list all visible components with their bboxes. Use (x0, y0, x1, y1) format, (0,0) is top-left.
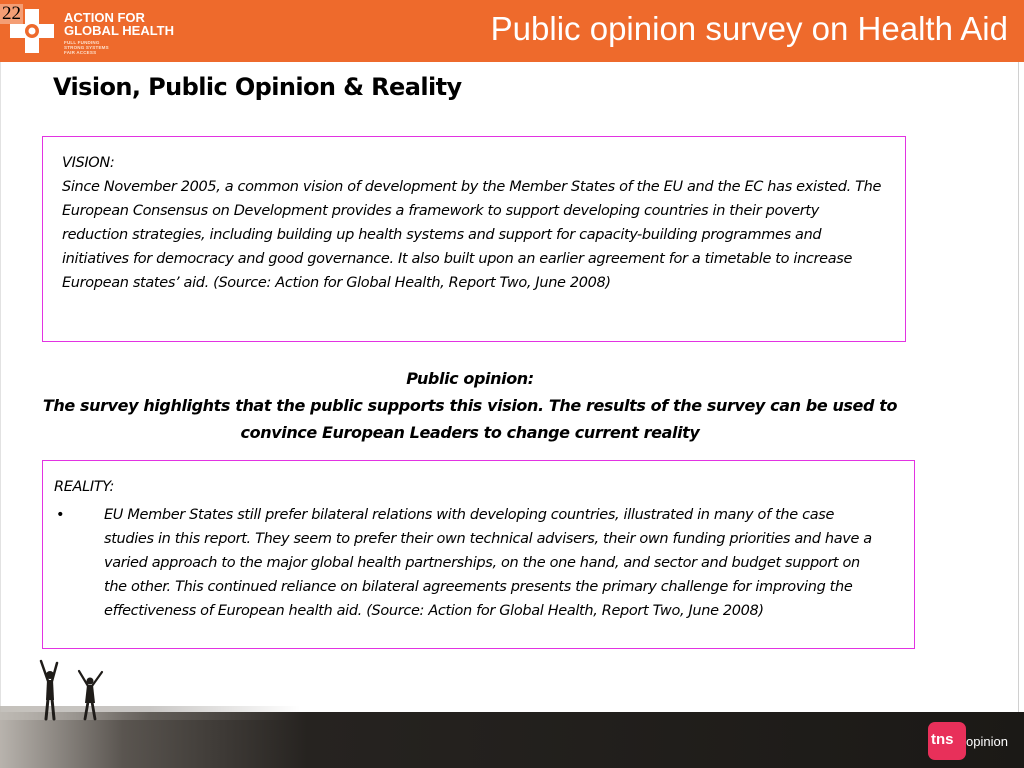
header-title: Public opinion survey on Health Aid (490, 10, 1008, 47)
public-opinion-label: Public opinion: (406, 369, 534, 388)
footer-bar (0, 712, 1024, 768)
public-opinion-text: The survey highlights that the public supports this vision. The results of the survey can be used to convince European Leaders to change current reality (42, 396, 898, 442)
vision-label: VISION: (62, 155, 115, 171)
org-name-line2: GLOBAL HEALTH (64, 23, 175, 38)
header-bar (0, 0, 1024, 62)
org-name (64, 11, 174, 37)
org-name-line1: ACTION FOR (64, 10, 145, 25)
org-tagline (64, 40, 109, 55)
vision-text: Since November 2005, a common vision of development by the Member States of the EU and the EC has existed. The European Consensus on Development provides a framework to support developing countries in their poverty reduction strategies, including building up health systems and support for capacity-building programmes and initiatives for democracy and good governance. It also built upon an earlier agreement for a timetable to increase European states’ aid. (Source: Action for Global Health, Report Two, June 2008) (62, 179, 882, 291)
page-title: Vision, Public Opinion & Reality (53, 73, 462, 101)
reality-box (42, 460, 915, 649)
slide-number: 22 (2, 3, 21, 24)
tns-logo (928, 722, 966, 760)
vision-box (42, 136, 906, 342)
reality-label: REALITY: (54, 479, 115, 495)
tns-mark: tns (931, 731, 954, 748)
public-opinion-section (40, 365, 900, 446)
left-frame-line (0, 62, 1, 712)
tns-opinion-wordmark: opinion (966, 734, 1008, 749)
bullet-icon: • (56, 507, 65, 523)
reality-text: EU Member States still prefer bilateral relations with developing countries, illustrated in many of the case studies in this report. They seem to prefer their own technical advisers, their own funding priorities and have a varied approach to the major global health partnerships, on the one hand, and sector and budget support on the other. This continued reliance on bilateral agreements presents the primary challenge for improving the effectiveness of European health aid. (Source: Action for Global Health, Report Two, June 2008) (104, 507, 872, 619)
org-tagline-line: FAIR ACCESS (64, 50, 97, 55)
reality-bullet-item (54, 503, 896, 623)
right-frame-line (1018, 62, 1019, 712)
celebrating-figures-icon (34, 655, 114, 721)
org-tagline-line: STRONG SYSTEMS (64, 45, 109, 50)
org-tagline-line: FULL FUNDING (64, 40, 100, 45)
